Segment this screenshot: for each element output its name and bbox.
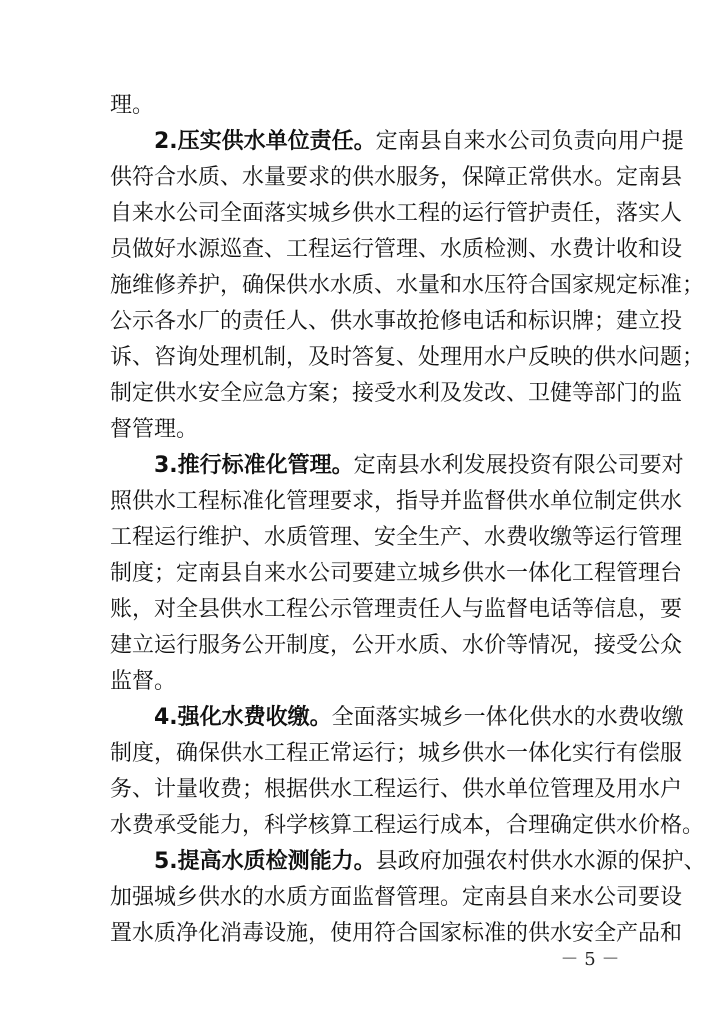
text-run: 制度，确保供水工程正常运行；城乡供水一体化实行有偿服 bbox=[110, 741, 683, 766]
text-run: 施维修养护，确保供水水质、水量和水压符合国家规定标准； bbox=[110, 273, 705, 298]
section-heading: 5.提高水质检测能力。 bbox=[154, 849, 376, 874]
paragraph-line bbox=[154, 844, 706, 880]
paragraph-line bbox=[110, 664, 614, 700]
text-run: 督管理。 bbox=[110, 417, 199, 442]
text-run: 账，对全县供水工程公示管理责任人与监督电话等信息，要 bbox=[110, 597, 683, 622]
paragraph-line bbox=[110, 376, 683, 412]
section-heading: 2.压实供水单位责任。 bbox=[154, 129, 376, 154]
paragraph-line bbox=[110, 88, 614, 124]
text-run: 员做好水源巡查、工程运行管理、水质检测、水费计收和设 bbox=[110, 237, 683, 262]
text-run: 监督。 bbox=[110, 669, 177, 694]
paragraph-line bbox=[110, 556, 683, 592]
text-run: 照供水工程标准化管理要求，指导并监督供水单位制定供水 bbox=[110, 489, 683, 514]
text-run: 全面落实城乡一体化供水的水费收缴 bbox=[331, 705, 684, 730]
paragraph-line bbox=[110, 520, 683, 556]
text-run: 加强城乡供水的水质方面监督管理。定南县自来水公司要设 bbox=[110, 885, 683, 910]
text-run: 理。 bbox=[110, 93, 155, 118]
text-run: 制度；定南县自来水公司要建立城乡供水一体化工程管理台 bbox=[110, 561, 683, 586]
text-run: 公示各水厂的责任人、供水事故抢修电话和标识牌；建立投 bbox=[110, 309, 683, 334]
text-run: 诉、咨询处理机制，及时答复、处理用水户反映的供水问题； bbox=[110, 345, 705, 370]
paragraph-line bbox=[110, 412, 614, 448]
text-run: 县政府加强农村供水水源的保护、 bbox=[375, 849, 706, 874]
text-run: 置水质净化消毒设施，使用符合国家标准的供水安全产品和 bbox=[110, 921, 683, 946]
paragraph-line bbox=[110, 304, 683, 340]
paragraph-line bbox=[110, 340, 705, 376]
paragraph-line bbox=[110, 592, 683, 628]
text-run: 定南县水利发展投资有限公司要对 bbox=[353, 453, 684, 478]
paragraph-line bbox=[110, 736, 683, 772]
page-number: － 5 － bbox=[560, 949, 620, 970]
paragraph-line bbox=[110, 484, 683, 520]
paragraph-line bbox=[110, 628, 683, 664]
text-run: 制定供水安全应急方案；接受水利及发改、卫健等部门的监 bbox=[110, 381, 683, 406]
text-run: 自来水公司全面落实城乡供水工程的运行管护责任，落实人 bbox=[110, 201, 683, 226]
paragraph-line bbox=[110, 232, 683, 268]
text-run: 水费承受能力，科学核算工程运行成本，合理确定供水价格。 bbox=[110, 813, 705, 838]
paragraph-line bbox=[154, 448, 684, 484]
text-run: 定南县自来水公司负责向用户提 bbox=[375, 129, 684, 154]
paragraph-line bbox=[110, 196, 683, 232]
text-run: 务、计量收费；根据供水工程运行、供水单位管理及用水户 bbox=[110, 777, 683, 802]
section-heading: 3.推行标准化管理。 bbox=[154, 453, 354, 478]
paragraph-line bbox=[110, 880, 683, 916]
paragraph-line bbox=[154, 700, 684, 736]
section-heading: 4.强化水费收缴。 bbox=[154, 705, 332, 730]
paragraph-line bbox=[110, 160, 683, 196]
paragraph-line bbox=[110, 772, 683, 808]
paragraph-line bbox=[110, 916, 683, 952]
text-run: 建立运行服务公开制度，公开水质、水价等情况，接受公众 bbox=[110, 633, 683, 658]
paragraph-line bbox=[110, 268, 705, 304]
text-run: 工程运行维护、水质管理、安全生产、水费收缴等运行管理 bbox=[110, 525, 683, 550]
text-run: 供符合水质、水量要求的供水服务，保障正常供水。定南县 bbox=[110, 165, 683, 190]
paragraph-line bbox=[110, 808, 705, 844]
paragraph-line bbox=[154, 124, 684, 160]
